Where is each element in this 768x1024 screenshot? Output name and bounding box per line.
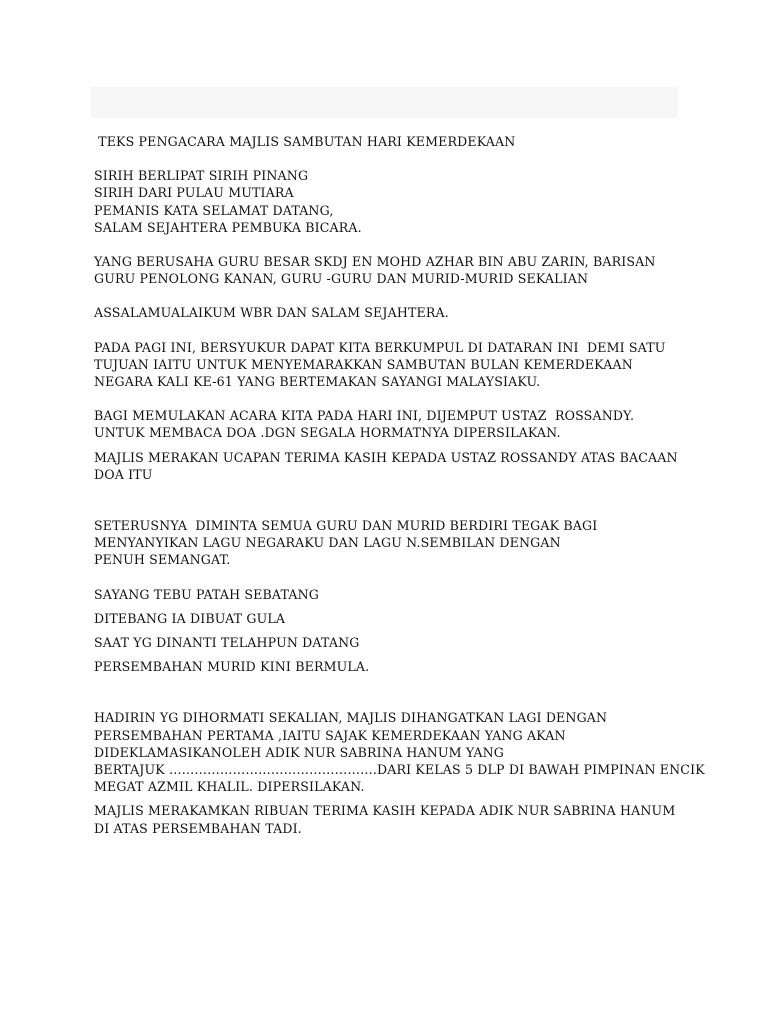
doa-line: UNTUK MEMBACA DOA .DGN SEGALA HORMATNYA DIPERSILAKAN. [94, 425, 561, 441]
closing-line: MAJLIS MERAKAMKAN RIBUAN TERIMA KASIH KEPADA ADIK NUR SABRINA HANUM [94, 803, 676, 819]
intro-line: NEGARA KALI KE-61 YANG BERTEMAKAN SAYANGI MALAYSIAKU. [94, 374, 541, 390]
pantun-line: SAYANG TEBU PATAH SEBATANG [94, 586, 319, 602]
pantun-line: SALAM SEJAHTERA PEMBUKA BICARA. [94, 219, 362, 235]
performance-line: DIDEKLAMASIKANOLEH ADIK NUR SABRINA HANUM YANG [94, 744, 504, 760]
thanks-doa-line: MAJLIS MERAKAN UCAPAN TERIMA KASIH KEPADA USTAZ ROSSANDY ATAS BACAAN [94, 449, 678, 465]
anthem-line: MENYANYIKAN LAGU NEGARAKU DAN LAGU N.SEMBILAN DENGAN [94, 535, 561, 551]
intro-line: TUJUAN IAITU UNTUK MENYEMARAKKAN SAMBUTAN BULAN KEMERDEKAAN [94, 356, 633, 372]
closing-line: DI ATAS PERSEMBAHAN TADI. [94, 820, 302, 836]
performance-line: PERSEMBAHAN PERTAMA ,IAITU SAJAK KEMERDEKAAN YANG AKAN [94, 727, 566, 743]
intro-line: PADA PAGI INI, BERSYUKUR DAPAT KITA BERKUMPUL DI DATARAN INI DEMI SATU [94, 339, 666, 355]
document-title: TEKS PENGACARA MAJLIS SAMBUTAN HARI KEMERDEKAAN [94, 134, 516, 149]
performance-line: MEGAT AZMIL KHALIL. DIPERSILAKAN. [94, 779, 365, 795]
header-band [91, 87, 678, 118]
greeting-line: GURU PENOLONG KANAN, GURU -GURU DAN MURID-MURID SEKALIAN [94, 271, 589, 287]
pantun-line: PERSEMBAHAN MURID KINI BERMULA. [94, 659, 370, 675]
pantun-line: PEMANIS KATA SELAMAT DATANG, [94, 202, 334, 218]
thanks-doa-line: DOA ITU [94, 466, 153, 482]
document-body [94, 133, 705, 837]
salam-line: ASSALAMUALAIKUM WBR DAN SALAM SEJAHTERA. [94, 305, 449, 321]
anthem-line: PENUH SEMANGAT. [94, 552, 231, 568]
pantun-line: SAAT YG DINANTI TELAHPUN DATANG [94, 635, 360, 651]
anthem-line: SETERUSNYA DIMINTA SEMUA GURU DAN MURID BERDIRI TEGAK BAGI [94, 518, 598, 534]
doa-line: BAGI MEMULAKAN ACARA KITA PADA HARI INI, DIJEMPUT USTAZ ROSSANDY. [94, 408, 635, 424]
performance-line: BERTAJUK ………………………………………….DARI KELAS 5 DLP DI BAWAH PIMPINAN ENCIK [94, 762, 705, 778]
performance-line: HADIRIN YG DIHORMATI SEKALIAN, MAJLIS DIHANGATKAN LAGI DENGAN [94, 710, 608, 726]
pantun-line: DITEBANG IA DIBUAT GULA [94, 610, 286, 626]
pantun-line: SIRIH BERLIPAT SIRIH PINANG [94, 168, 309, 184]
greeting-line: YANG BERUSAHA GURU BESAR SKDJ EN MOHD AZHAR BIN ABU ZARIN, BARISAN [94, 254, 656, 270]
pantun-line: SIRIH DARI PULAU MUTIARA [94, 185, 294, 201]
